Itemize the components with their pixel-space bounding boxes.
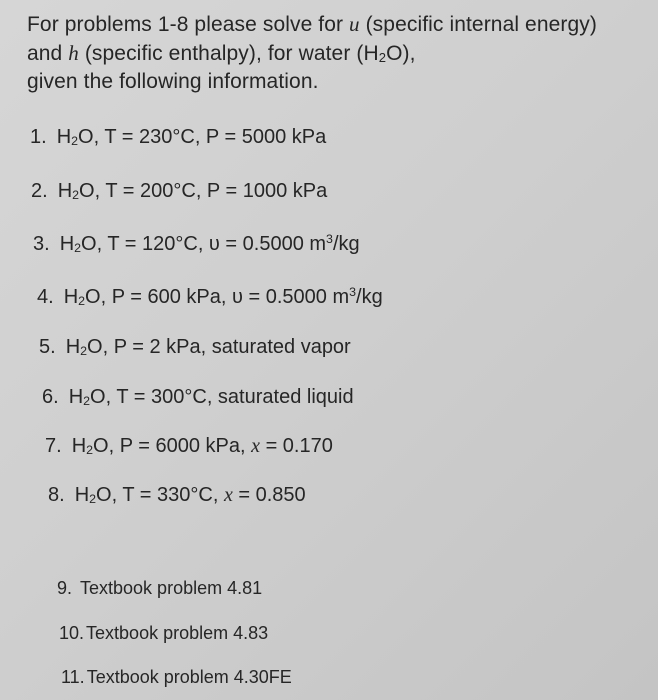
problem-number: 5.	[39, 336, 56, 358]
problem-text: Textbook problem 4.30FE	[86, 667, 292, 687]
problem-text: O, T = 200°C, P = 1000 kPa	[79, 180, 328, 202]
problem-text: /kg	[356, 286, 383, 308]
formula-text: H	[63, 286, 79, 308]
problem-text: = 0.850	[232, 484, 306, 506]
formula-text: H	[57, 180, 73, 202]
subscript: 2	[89, 491, 97, 506]
subscript: 2	[80, 343, 88, 358]
problem-number: 2.	[31, 180, 48, 202]
formula-text: H	[74, 484, 90, 506]
formula-text: H	[71, 435, 87, 457]
problem-text: O, T = 330°C,	[96, 484, 224, 506]
problem-text: /kg	[332, 233, 360, 255]
subscript: 2	[72, 187, 80, 202]
problem-number: 10.	[59, 623, 85, 643]
problem-text: O, P = 6000 kPa,	[93, 435, 252, 457]
formula-text: H	[65, 336, 81, 358]
quality-symbol: x	[251, 435, 261, 457]
instructions-line-3: given the following information.	[27, 70, 319, 93]
problem-number: 7.	[45, 435, 62, 457]
superscript: 3	[349, 285, 357, 300]
problem-text: O, P = 2 kPa, saturated vapor	[87, 336, 351, 358]
problem-number: 6.	[42, 386, 59, 408]
formula-text: H	[68, 386, 84, 408]
textbook-problem-item	[59, 621, 268, 645]
internal-energy-symbol: u	[349, 12, 360, 36]
problem-text: O, P = 600 kPa, υ = 0.5000 m	[85, 286, 350, 308]
superscript: 3	[326, 232, 333, 247]
subscript: 2	[71, 133, 79, 148]
problem-text: O, T = 230°C, P = 5000 kPa	[78, 126, 327, 148]
instructions-text: O),	[386, 42, 416, 65]
problem-number: 11.	[61, 667, 85, 687]
subscript: 2	[83, 393, 91, 408]
problem-text: Textbook problem 4.83	[86, 623, 269, 643]
instructions-text: and	[27, 42, 69, 65]
subscript: 2	[86, 442, 94, 457]
formula-text: H	[59, 233, 75, 255]
instructions-text: (specific enthalpy), for water (H	[78, 42, 379, 65]
enthalpy-symbol: h	[68, 41, 79, 65]
subscript: 2	[74, 240, 82, 255]
problem-text: = 0.170	[260, 435, 333, 457]
problem-text: O, T = 300°C, saturated liquid	[90, 386, 354, 408]
instructions-text: (specific internal energy)	[359, 13, 597, 36]
textbook-problem-item	[61, 665, 292, 689]
problem-text: O, T = 120°C, υ = 0.5000 m	[81, 233, 327, 255]
subscript: 2	[78, 293, 86, 308]
problem-text: Textbook problem 4.81	[80, 578, 263, 598]
problem-number: 1.	[30, 126, 47, 148]
problem-number: 8.	[48, 484, 65, 506]
subscript: 2	[378, 49, 387, 65]
problem-number: 4.	[37, 286, 54, 308]
instructions-text: For problems 1-8 please solve for	[27, 13, 350, 36]
quality-symbol: x	[223, 484, 233, 506]
textbook-problem-item	[57, 576, 262, 600]
problem-number: 9.	[57, 578, 73, 598]
formula-text: H	[56, 126, 72, 148]
problem-number: 3.	[33, 233, 50, 255]
